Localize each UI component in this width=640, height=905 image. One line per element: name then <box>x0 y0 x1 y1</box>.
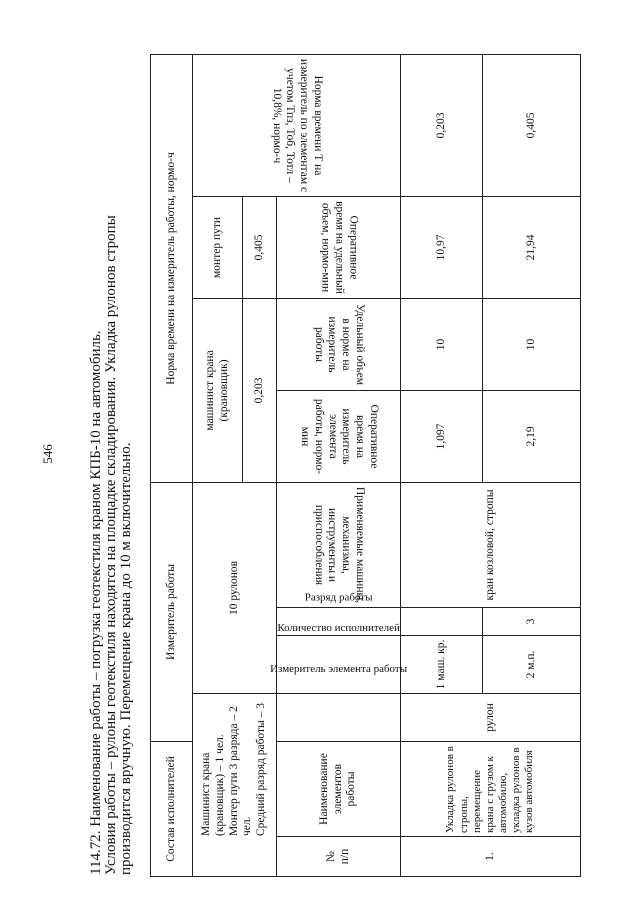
col-op-time-volume: Оперативное время на удельный объем, нормо-мин <box>319 201 360 294</box>
rotated-sheet <box>84 58 584 885</box>
col-op-time-volume-cell <box>277 196 401 298</box>
row-total-b: 0,405 <box>483 54 581 196</box>
col-volume: Удельный объем в норме на измеритель работы <box>312 303 367 385</box>
header-composition: Состав исполнителей <box>151 741 193 876</box>
track-fitter-label: монтер пути <box>193 196 243 298</box>
crane-operator-norm: 0,203 <box>243 298 277 482</box>
page-number: 546 <box>40 444 55 464</box>
col-workers: Количество исполнителей <box>276 622 400 635</box>
row-op-time-b: 2,19 <box>483 390 581 482</box>
header-meter: Измеритель работы <box>151 482 193 741</box>
col-name: Наименование элементов работы <box>277 741 401 836</box>
col-element-meter: Измеритель элемента работы <box>269 662 407 675</box>
composition-text: Машинист крана (крановщик) – 1 чел. Монтер пути 3 разряда – 2 чел. Средний разряд работы – 3 <box>193 693 277 876</box>
row-workers-a: 1 маш. кр. <box>401 635 483 693</box>
row-name: Укладка рулонов в стропы, перемещение крана с грузом к автомобилю, укладка рулонов в кузов автомобиля <box>401 741 581 836</box>
col-op-time-element-cell <box>277 390 401 482</box>
row-workers-b: 2 м.п. <box>483 635 581 693</box>
col-element-meter-cell <box>269 662 407 741</box>
row-op-vol-b: 21,94 <box>483 196 581 298</box>
row-meter: рулон <box>401 693 581 741</box>
row-volume-a: 10 <box>401 298 483 390</box>
col-op-time-element: Оперативное время на измеритель элемента работы, нормо-мин <box>298 398 380 475</box>
row-op-time-a: 1,097 <box>401 390 483 482</box>
col-grade: Разряд работы <box>304 591 373 604</box>
heading <box>89 95 134 875</box>
total-norm-label-cell <box>193 54 401 196</box>
norm-table <box>150 54 581 877</box>
total-norm-label: Норма времени Т на измеритель по элементам с учетом Тпз, Тоб, Тотл – 10,8%, нормо-ч <box>270 58 325 193</box>
row-machines: кран козловой, стропы <box>401 482 581 607</box>
track-fitter-norm: 0,405 <box>243 196 277 298</box>
col-machines: Применяемые машины, механизмы, инструменты и приспособления <box>312 486 367 604</box>
row-total-a: 0,203 <box>401 54 483 196</box>
heading-line-1: 114.72. Наименование работы – погрузка геотекстиля краном КПБ-10 на автомобиль. <box>88 330 104 875</box>
crane-operator-label: машинист крана (крановщик) <box>193 298 243 482</box>
row-num: 1. <box>401 837 581 877</box>
meter-value: 10 рулонов <box>193 482 277 693</box>
row-grade-a <box>401 607 483 635</box>
row-grade-b: 3 <box>483 607 581 635</box>
col-num: № п/п <box>277 837 401 877</box>
row-volume-b: 10 <box>483 298 581 390</box>
heading-line-3: производится вручную. Перемещение крана до 10 м включительно. <box>118 442 134 875</box>
row-op-vol-a: 10,97 <box>401 196 483 298</box>
col-volume-cell <box>277 298 401 390</box>
heading-line-2: Условия работы – рулоны геотекстиля находятся на площадке складирования. Укладка рулонов стропы <box>103 215 119 875</box>
col-machines-cell <box>277 482 401 607</box>
header-norm: Норма времени на измеритель работы, нормо-ч <box>151 54 193 482</box>
